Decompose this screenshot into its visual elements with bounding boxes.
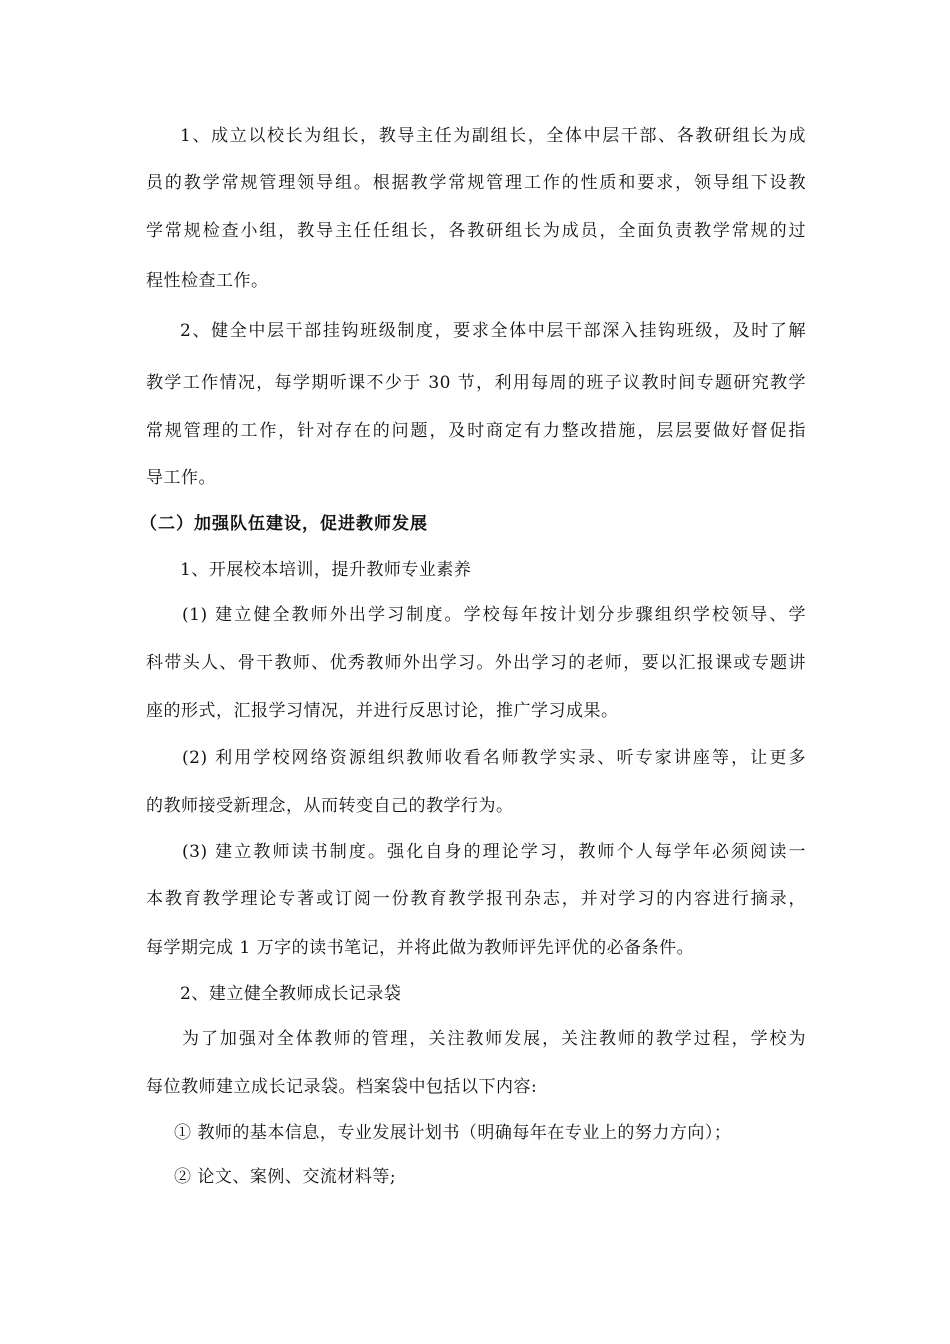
paragraph-line: (2) 利用学校网络资源组织教师收看名师教学实录、听专家讲座等，让更多 [182, 748, 806, 768]
paragraph-line: 2、健全中层干部挂钩班级制度，要求全体中层干部深入挂钩班级，及时了解 [180, 321, 806, 341]
paragraph-line: 为了加强对全体教师的管理，关注教师发展，关注教师的教学过程，学校为 [182, 1029, 806, 1049]
list-item: ① 教师的基本信息，专业发展计划书（明确每年在专业上的努力方向）； [174, 1123, 732, 1143]
paragraph-line: 1、成立以校长为组长，教导主任为副组长，全体中层干部、各教研组长为成 [180, 126, 806, 146]
paragraph-line: 程性检查工作。 [146, 271, 269, 291]
list-item: ② 论文、案例、交流材料等; [174, 1167, 397, 1187]
section-heading: （二）加强队伍建设，促进教师发展 [140, 514, 428, 534]
paragraph-line: (3) 建立教师读书制度。强化自身的理论学习，教师个人每学年必须阅读一 [182, 842, 806, 862]
paragraph-line: 科带头人、骨干教师、优秀教师外出学习。外出学习的老师，要以汇报课或专题讲 [146, 653, 806, 673]
paragraph-line: 常规管理的工作，针对存在的问题，及时商定有力整改措施，层层要做好督促指 [146, 421, 806, 441]
paragraph-line: 每学期完成 1 万字的读书笔记，并将此做为教师评先评优的必备条件。 [146, 938, 695, 958]
paragraph-line: 本教育教学理论专著或订阅一份教育教学报刊杂志，并对学习的内容进行摘录， [146, 889, 806, 909]
subsection-title: 2、建立健全教师成长记录袋 [180, 984, 402, 1004]
paragraph-line: 学常规检查小组，教导主任任组长，各教研组长为成员，全面负责教学常规的过 [146, 221, 806, 241]
paragraph-line: 每位教师建立成长记录袋。档案袋中包括以下内容: [146, 1077, 538, 1097]
paragraph-line: 的教师接受新理念，从而转变自己的教学行为。 [146, 796, 514, 816]
paragraph-line: 座的形式，汇报学习情况，并进行反思讨论，推广学习成果。 [146, 701, 619, 721]
paragraph-line: 教学工作情况，每学期听课不少于 30 节，利用每周的班子议教时间专题研究教学 [146, 373, 806, 393]
paragraph-line: (1) 建立健全教师外出学习制度。学校每年按计划分步骤组织学校领导、学 [182, 605, 806, 625]
paragraph-line: 员的教学常规管理领导组。根据教学常规管理工作的性质和要求，领导组下设教 [146, 173, 806, 193]
paragraph-line: 导工作。 [146, 468, 216, 488]
subsection-title: 1、开展校本培训，提升教师专业素养 [180, 560, 472, 580]
